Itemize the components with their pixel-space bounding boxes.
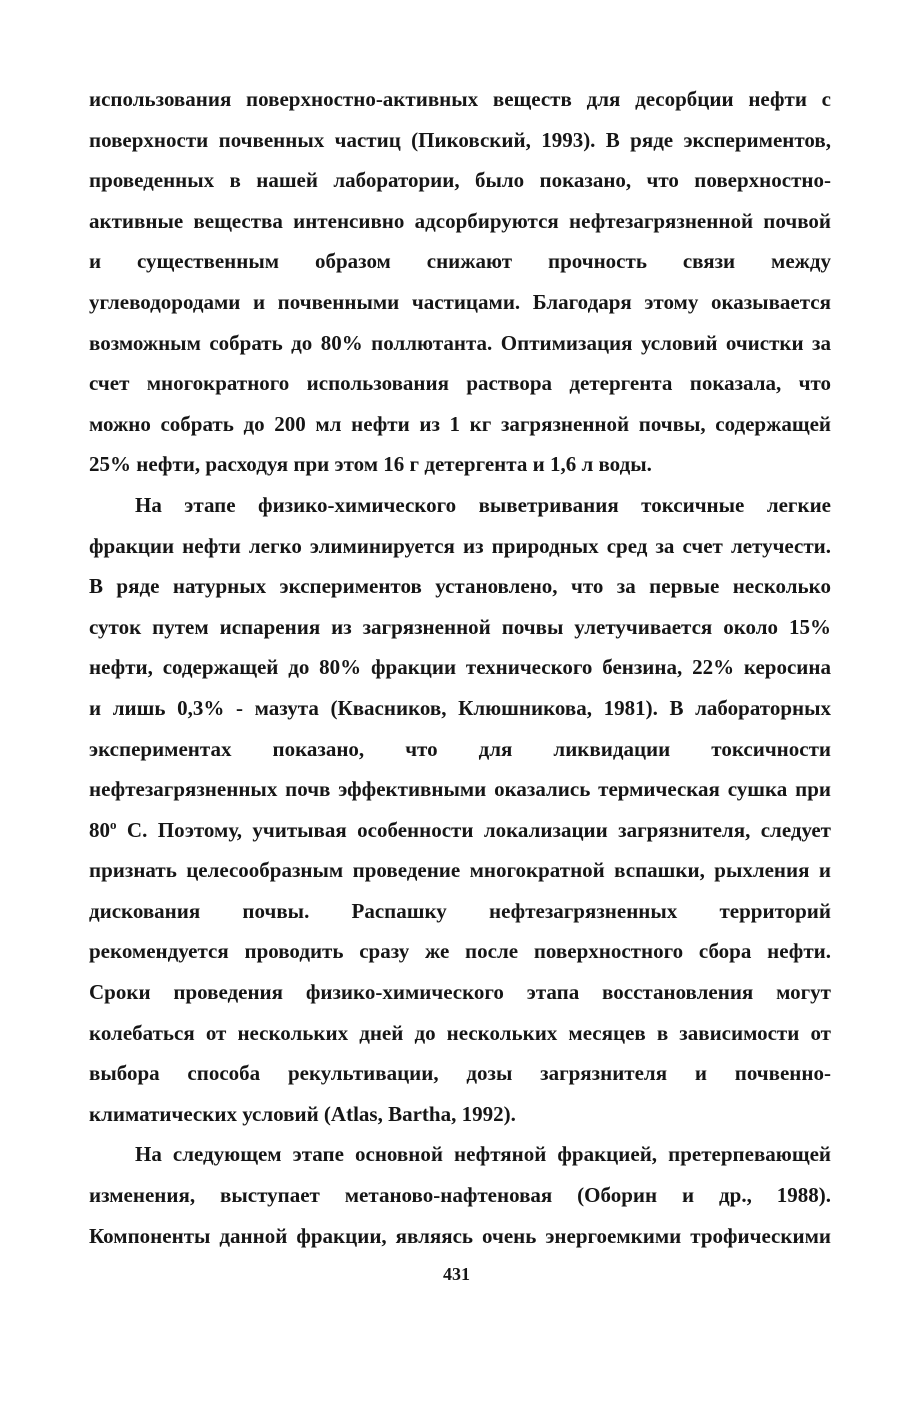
page-number: 431 [443,1264,470,1284]
text-line: В ряде натурных экспериментов установлено, что за первые несколько [89,574,831,599]
text-line: колебаться от нескольких дней до нескольких месяцев в зависимости от [89,1020,831,1045]
text-line: дискования почвы. Распашку нефтезагрязненных территорий [89,898,831,923]
text-line: счет многократного использования раствора детергента показала, что [89,371,831,396]
text-line: На следующем этапе основной нефтяной фракцией, претерпевающей [135,1142,831,1167]
text-line: нефти, содержащей до 80% фракции технического бензина, 22% керосина [89,655,831,680]
text-line: проведенных в нашей лаборатории, было показано, что поверхностно- [89,168,831,193]
degree-value: 80 [89,817,110,842]
text-line: углеводородами и почвенными частицами. Благодаря этому оказывается [89,289,831,314]
text-line: можно собрать до 200 мл нефти из 1 кг загрязненной почвы, содержащей [89,411,831,436]
text-line: возможным собрать до 80% поллютанта. Оптимизация условий очистки за [89,330,831,355]
text-line: выбора способа рекультивации, дозы загрязнителя и почвенно- [89,1061,831,1086]
text-line: климатических условий (Atlas, Bartha, 1992). [89,1101,516,1126]
text-line: и лишь 0,3% - мазута (Квасников, Клюшникова, 1981). В лабораторных [89,695,831,720]
paragraph-1 [89,84,831,490]
text-line: На этапе физико-химического выветривания токсичные легкие [135,492,831,517]
text-line: активные вещества интенсивно адсорбируются нефтезагрязненной почвой [89,208,831,233]
text-line: 25% нефти, расходуя при этом 16 г детергента и 1,6 л воды. [89,452,652,477]
text-line: рекомендуется проводить сразу же после поверхностного сбора нефти. [89,939,831,964]
text-line: признать целесообразным проведение многократной вспашки, рыхления и [89,858,831,883]
text-line: фракции нефти легко элиминируется из природных сред за счет летучести. [89,533,831,558]
text-line: изменения, выступает метаново-нафтеновая (Оборин и др., 1988). [89,1183,831,1208]
paragraph-2 [89,490,831,1140]
text-line: суток путем испарения из загрязненной почвы улетучивается около 15% [89,614,831,639]
text-line: и существенным образом снижают прочность связи между [89,249,831,274]
text-line: Сроки проведения физико-химического этапа восстановления могут [89,980,831,1005]
text-line: экспериментах показано, что для ликвидации токсичности [89,736,831,761]
text-line: поверхности почвенных частиц (Пиковский, 1993). В ряде экспериментов, [89,127,831,152]
body-text [89,84,831,1261]
text-line: Компоненты данной фракции, являясь очень энергоемкими трофическими [89,1223,831,1248]
text-line: использования поверхностно-активных веществ для десорбции нефти с [89,87,831,111]
degree-line-rest: С. Поэтому, учитывая особенности локализации загрязнителя, следует [116,817,831,842]
text-line-degrees [89,815,831,856]
paragraph-3 [89,1139,831,1261]
degree-sign: о [110,816,117,832]
text-line: нефтезагрязненных почв эффективными оказались термическая сушка при [89,777,831,802]
